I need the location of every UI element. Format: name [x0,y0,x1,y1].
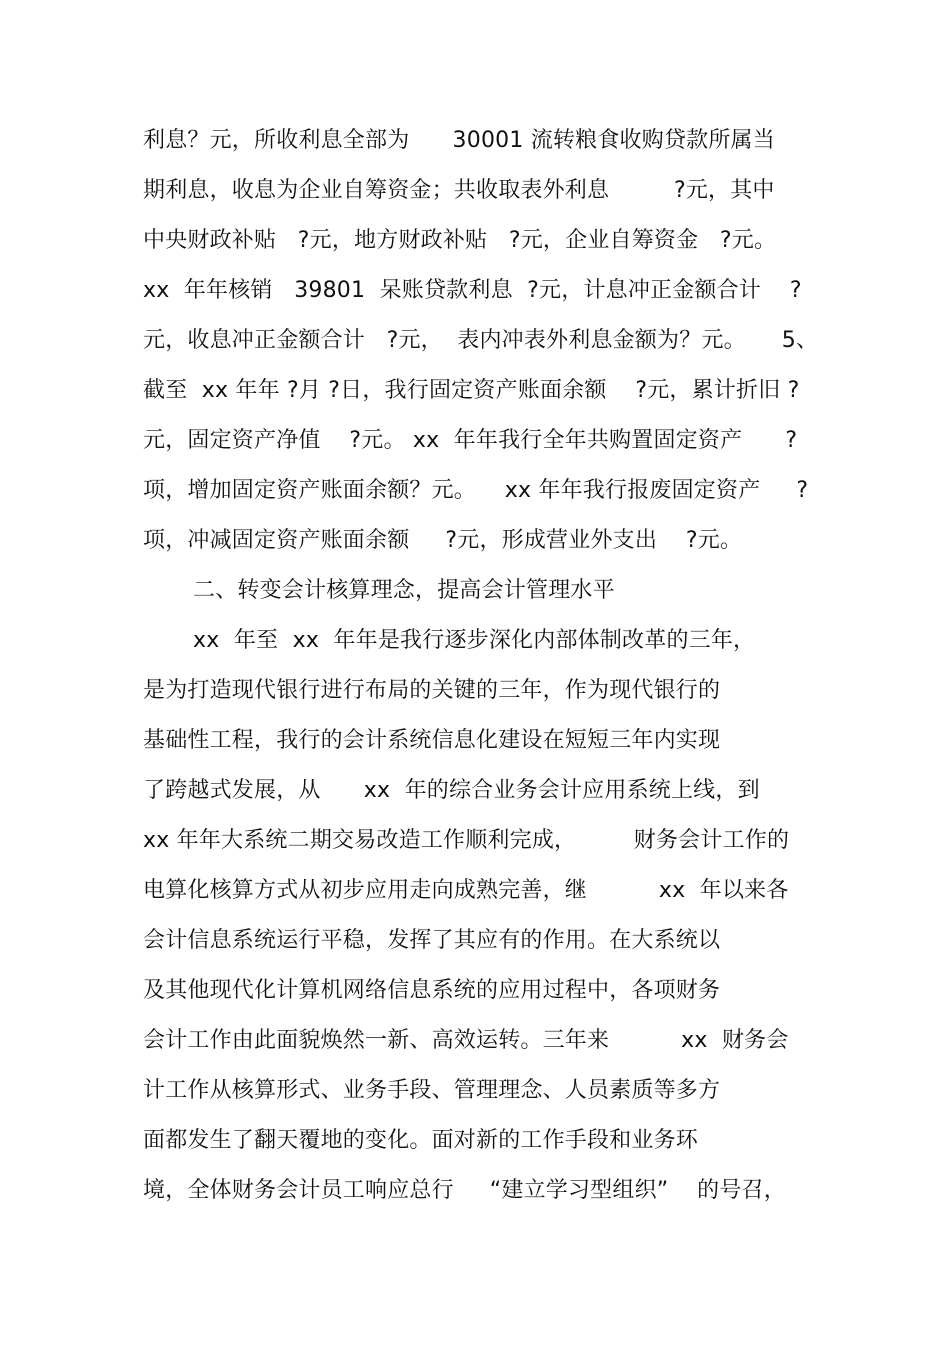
paragraph-line: 会计工作由此面貌焕然一新、高效运转。三年来 xx 财务会 [143,1028,789,1053]
paragraph-line: 项，冲减固定资产账面余额 ?元，形成营业外支出 ?元。 [143,528,743,553]
paragraph-line: xx 年年大系统二期交易改造工作顺利完成， 财务会计工作的 [143,828,790,853]
paragraph-line: xx 年年核销 39801 呆账贷款利息 ?元，计息冲正金额合计 ? [143,278,802,303]
paragraph-line: xx 年至 xx 年年是我行逐步深化内部体制改革的三年， [193,628,756,653]
paragraph-line: 中央财政补贴 ?元，地方财政补贴 ?元，企业自筹资金 ?元。 [143,228,777,253]
paragraph-line: 截至 xx 年年 ?月 ?日，我行固定资产账面余额 ?元，累计折旧 ? [143,378,800,403]
paragraph-line: 了跨越式发展，从 xx 年的综合业务会计应用系统上线，到 [143,778,760,803]
paragraph-line: 元，固定资产净值 ?元。 xx 年年我行全年共购置固定资产 ? [143,428,798,453]
paragraph-line: 电算化核算方式从初步应用走向成熟完善，继 xx 年以来各 [143,878,789,903]
paragraph-line: 是为打造现代银行进行布局的关键的三年，作为现代银行的 [143,678,721,703]
paragraph-line: 期利息，收息为企业自筹资金；共收取表外利息 ?元，其中 [143,178,775,203]
paragraph-line: 及其他现代化计算机网络信息系统的应用过程中，各项财务 [143,978,721,1003]
paragraph-line: 境，全体财务会计员工响应总行 “建立学习型组织” 的号召， [143,1178,786,1203]
section-heading: 二、转变会计核算理念，提高会计管理水平 [193,578,615,603]
paragraph-line: 利息？元，所收利息全部为 30001 流转粮食收购贷款所属当 [143,128,775,153]
paragraph-line: 项，增加固定资产账面余额？元。 xx 年年我行报废固定资产 ? [143,478,809,503]
paragraph-line: 基础性工程，我行的会计系统信息化建设在短短三年内实现 [143,728,721,753]
paragraph-line: 元，收息冲正金额合计 ?元， 表内冲表外利息金额为？元。 5、 [143,328,819,353]
paragraph-line: 面都发生了翻天覆地的变化。面对新的工作手段和业务环 [143,1128,699,1153]
paragraph-line: 计工作从核算形式、业务手段、管理理念、人员素质等多方 [143,1078,721,1103]
paragraph-line: 会计信息系统运行平稳，发挥了其应有的作用。在大系统以 [143,928,721,953]
